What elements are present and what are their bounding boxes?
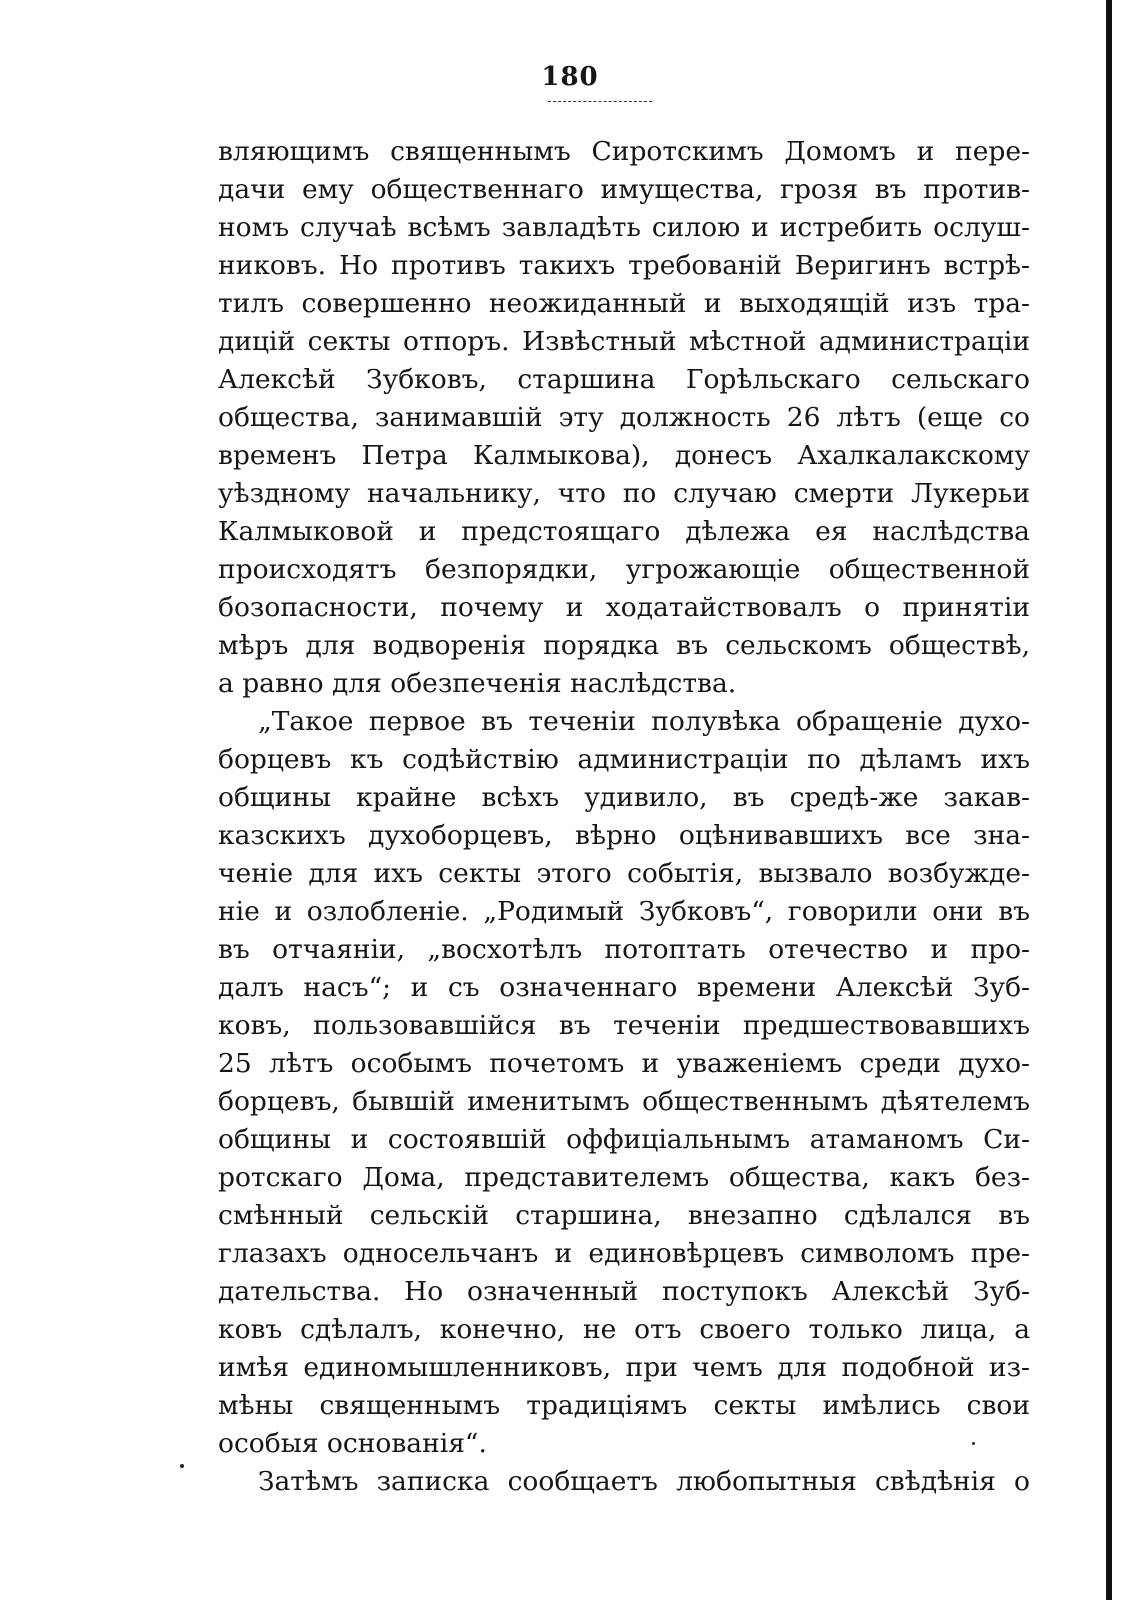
page-edge-shadow — [1106, 0, 1112, 1600]
text-line: 25 лѣтъ особымъ почетомъ и уваженіемъ среди духо- — [218, 1048, 1030, 1079]
page-number-rule — [548, 101, 652, 102]
text-line: „Такое первое въ теченіи полувѣка обращеніе духо- — [258, 706, 1030, 737]
text-line: ковъ, пользовавшійся въ теченіи предшествовавшихъ — [218, 1010, 1030, 1041]
text-line: казскихъ духоборцевъ, вѣрно оцѣнивавшихъ все зна- — [218, 820, 1030, 851]
text-line: борцевъ къ содѣйствію администраціи по дѣламъ ихъ — [218, 744, 1030, 775]
text-line: вляющимъ священнымъ Сиротскимъ Домомъ и пере- — [218, 136, 1030, 167]
text-line: бозопасности, почему и ходатайствовалъ о принятіи — [218, 592, 1030, 623]
text-line: Калмыковой и предстоящаго дѣлежа ея наслѣдства — [218, 516, 1030, 547]
text-line: а равно для обезпеченія наслѣдства. — [218, 668, 737, 699]
text-line: особыя основанія“. — [218, 1428, 487, 1459]
text-line: дицій секты отпоръ. Извѣстный мѣстной администраціи — [218, 326, 1030, 357]
scan-speck — [972, 1442, 975, 1445]
text-line: общины и состоявшій оффиціальнымъ атаманомъ Си- — [218, 1124, 1030, 1155]
scan-speck — [180, 1464, 184, 1468]
text-line: мѣръ для водворенія порядка въ сельскомъ обществѣ, — [218, 630, 1030, 661]
text-line: мѣны священнымъ традиціямъ секты имѣлись свои — [218, 1390, 1030, 1421]
text-line: Затѣмъ записка сообщаетъ любопытныя свѣдѣнія о — [258, 1466, 1030, 1497]
text-line: борцевъ, бывшій именитымъ общественнымъ дѣятелемъ — [218, 1086, 1030, 1117]
page-number: 180 — [541, 62, 599, 92]
text-line: смѣнный сельскій старшина, внезапно сдѣлался въ — [218, 1200, 1030, 1231]
text-line: происходятъ безпорядки, угрожающіе общественной — [218, 554, 1030, 585]
text-line: ніе и озлобленіе. „Родимый Зубковъ“, говорили они въ — [218, 896, 1030, 927]
text-line: далъ насъ“; и съ означеннаго времени Алексѣй Зуб- — [218, 972, 1030, 1003]
text-line: общины крайне всѣхъ удивило, въ средѣ-же закав- — [218, 782, 1030, 813]
text-line: дачи ему общественнаго имущества, грозя въ против- — [218, 174, 1030, 205]
text-line: ченіе для ихъ секты этого событія, вызвало возбужде- — [218, 858, 1030, 889]
text-line: ротскаго Дома, представителемъ общества, какъ без- — [218, 1162, 1030, 1193]
text-line: глазахъ односельчанъ и единовѣрцевъ символомъ пре- — [218, 1238, 1030, 1269]
text-line: тилъ совершенно неожиданный и выходящій изъ тра- — [218, 288, 1030, 319]
text-line: общества, занимавшій эту должность 26 лѣтъ (еще со — [218, 402, 1030, 433]
text-line: номъ случаѣ всѣмъ завладѣть силою и истребить ослуш- — [218, 212, 1030, 243]
text-line: ковъ сдѣлалъ, конечно, не отъ своего только лица, а — [218, 1314, 1030, 1345]
text-line: никовъ. Но противъ такихъ требованій Веригинъ встрѣ- — [218, 250, 1030, 281]
text-line: Алексѣй Зубковъ, старшина Горѣльскаго сельскаго — [218, 364, 1030, 395]
text-line: уѣздному начальнику, что по случаю смерти Лукерьи — [218, 478, 1030, 509]
text-line: имѣя единомышленниковъ, при чемъ для подобной из- — [218, 1352, 1030, 1383]
body-text — [218, 133, 1030, 1501]
text-line: въ отчаяніи, „восхотѣлъ потоптать отечество и про- — [218, 934, 1030, 965]
text-line: временъ Петра Калмыкова), донесъ Ахалкалакскому — [218, 440, 1030, 471]
text-line: дательства. Но означенный поступокъ Алексѣй Зуб- — [218, 1276, 1030, 1307]
